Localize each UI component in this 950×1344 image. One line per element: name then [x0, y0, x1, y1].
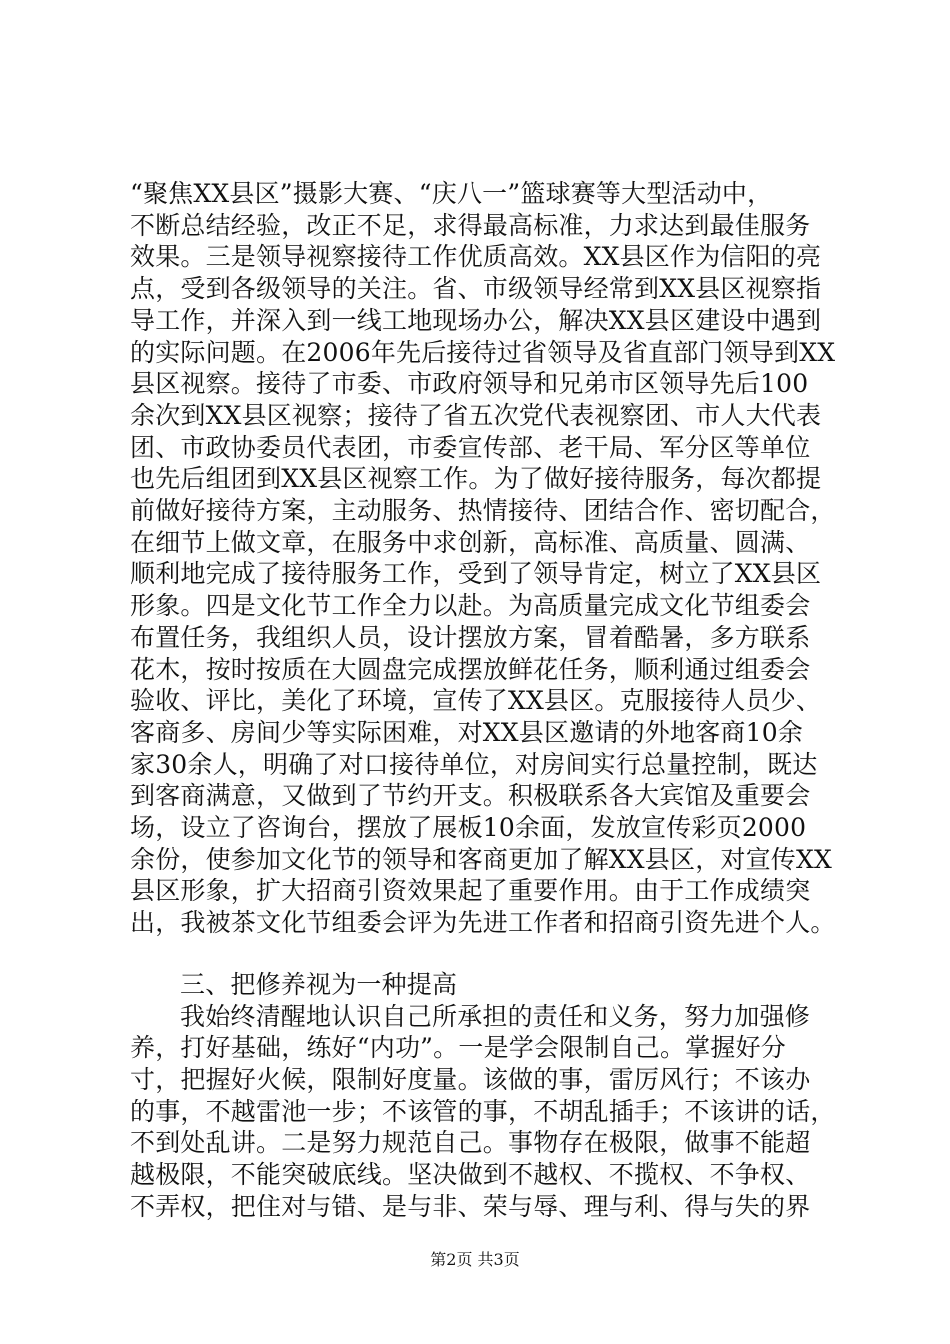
- paragraph-line: 花木，按时按质在大圆盘完成摆放鲜花任务，顺利通过组委会: [130, 654, 811, 684]
- paragraph-line: 寸，把握好火候，限制好度量。该做的事，雷厉风行；不该办: [130, 1064, 811, 1094]
- paragraph-line: 不断总结经验，改正不足，求得最高标准，力求达到最佳服务: [130, 210, 811, 240]
- paragraph-line: 在细节上做文章，在服务中求创新，高标准、高质量、圆满、: [130, 527, 811, 557]
- paragraph-line: 出，我被茶文化节组委会评为先进工作者和招商引资先进个人。: [130, 908, 836, 938]
- paragraph-line: 布置任务，我组织人员，设计摆放方案，冒着酷暑，多方联系: [130, 622, 811, 652]
- paragraph-line: 余次到XX县区视察；接待了省五次党代表视察团、市人大代表: [130, 400, 822, 430]
- paragraph-line: 顺利地完成了接待服务工作，受到了领导肯定，树立了XX县区: [130, 559, 822, 589]
- paragraph-line: 验收、评比，美化了环境，宣传了XX县区。克服接待人员少、: [130, 686, 822, 716]
- paragraph-line: 县区视察。接待了市委、市政府领导和兄弟市区领导先后100: [130, 369, 809, 399]
- paragraph-line: 形象。四是文化节工作全力以赴。为高质量完成文化节组委会: [130, 591, 811, 621]
- paragraph-line: 到客商满意，又做到了节约开支。积极联系各大宾馆及重要会: [130, 781, 811, 811]
- paragraph-line: 越极限，不能突破底线。坚决做到不越权、不揽权、不争权、: [130, 1160, 811, 1189]
- section-heading: 三、把修养视为一种提高: [180, 969, 458, 999]
- paragraph-line: 的事，不越雷池一步；不该管的事，不胡乱插手；不该讲的话，: [130, 1096, 836, 1126]
- paragraph-line: 也先后组团到XX县区视察工作。为了做好接待服务，每次都提: [130, 464, 822, 494]
- paragraph-line: 场，设立了咨询台，摆放了展板10余面，发放宣传彩页2000: [130, 813, 807, 842]
- paragraph-line: 县区形象，扩大招商引资效果起了重要作用。由于工作成绩突: [130, 876, 811, 906]
- paragraph-line: 家30余人，明确了对口接待单位，对房间实行总量控制，既达: [130, 749, 818, 779]
- page-footer: 第2页 共3页: [430, 1250, 520, 1269]
- paragraph-line: “聚焦XX县区”摄影大赛、“庆八一”篮球赛等大型活动中，: [130, 179, 773, 208]
- paragraph-line: 客商多、房间少等实际困难，对XX县区邀请的外地客商10余: [130, 717, 804, 747]
- paragraph-line: 的实际问题。在2006年先后接待过省领导及省直部门领导到XX: [130, 337, 836, 367]
- paragraph-line: 点，受到各级领导的关注。省、市级领导经常到XX县区视察指: [130, 274, 822, 304]
- paragraph-line: 养，打好基础，练好“内功”。一是学会限制自己。掌握好分: [130, 1033, 786, 1063]
- paragraph-line: 不到处乱讲。二是努力规范自己。事物存在极限，做事不能超: [130, 1128, 811, 1158]
- paragraph-line: 团、市政协委员代表团，市委宣传部、老干局、军分区等单位: [130, 432, 811, 462]
- paragraph-line: 效果。三是领导视察接待工作优质高效。XX县区作为信阳的亮: [130, 242, 822, 272]
- paragraph-line: 我始终清醒地认识自己所承担的责任和义务，努力加强修: [180, 1001, 811, 1031]
- paragraph-line: 前做好接待方案，主动服务、热情接待、团结合作、密切配合，: [130, 496, 836, 525]
- paragraph-line: 余份，使参加文化节的领导和客商更加了解XX县区，对宣传XX: [130, 844, 832, 874]
- paragraph-line: 导工作，并深入到一线工地现场办公，解决XX县区建设中遇到: [130, 305, 822, 335]
- paragraph-line: 不弄权，把住对与错、是与非、荣与辱、理与利、得与失的界: [130, 1191, 811, 1221]
